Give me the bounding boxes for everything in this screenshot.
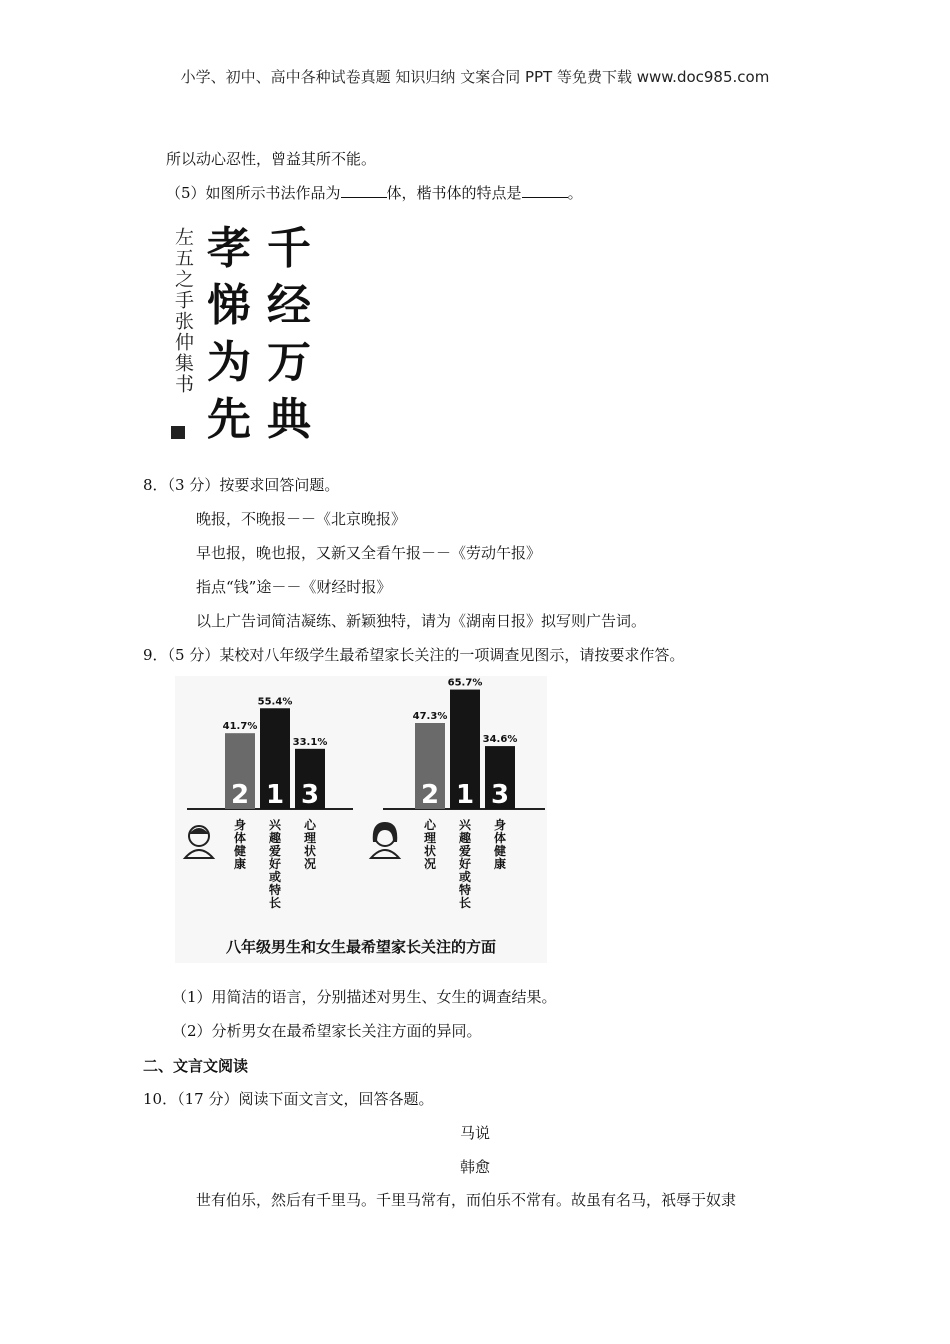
- category-label-char: 康: [233, 857, 247, 871]
- bar-value-label: 55.4%: [257, 696, 293, 708]
- category-label-char: 理: [423, 831, 437, 845]
- q8-line: 以上广告词简洁凝练、新颖独特，请为《湖南日报》拟写则广告词。: [196, 612, 647, 630]
- category-label-char: 况: [423, 857, 437, 871]
- bar-value-label: 65.7%: [447, 677, 483, 689]
- answer-blank: [341, 183, 387, 198]
- bar-value-label: 33.1%: [292, 736, 328, 748]
- calligraphy-char: 万: [267, 337, 311, 388]
- calligraphy-char: 典: [267, 394, 311, 445]
- calligraphy-char: 悌: [207, 280, 251, 331]
- category-label-char: 兴: [268, 818, 282, 832]
- q9-sub2: （2）分析男女在最希望家长关注方面的异同。: [172, 1022, 482, 1040]
- page-header: 小学、初中、高中各种试卷真题 知识归纳 文案合同 PPT 等免费下载 www.doc985.com: [180, 68, 770, 86]
- answer-blank: [522, 183, 568, 198]
- category-label-char: 体: [233, 831, 247, 845]
- calligraphy-char: 经: [267, 280, 311, 331]
- category-label-char: 体: [493, 831, 507, 845]
- chart-background: [175, 676, 547, 963]
- category-label-char: 特: [458, 883, 472, 897]
- category-label-char: 理: [303, 831, 317, 845]
- bar-value-label: 34.6%: [482, 734, 518, 746]
- category-label-char: 身: [233, 818, 247, 832]
- category-label-char: 或: [458, 870, 472, 884]
- calligraphy-char: 先: [207, 394, 251, 445]
- essay-author: 韩愈: [459, 1158, 490, 1176]
- q8-line: 晚报，不晚报－－《北京晚报》: [196, 510, 407, 528]
- category-label-char: 趣: [268, 831, 282, 845]
- category-label-char: 长: [268, 896, 282, 910]
- category-label-char: 长: [458, 896, 472, 910]
- q8-line: 早也报，晚也报，又新又全看午报－－《劳动午报》: [196, 544, 542, 562]
- bar-rank-label: 3: [490, 780, 510, 810]
- q7-sub5: [166, 183, 583, 203]
- calligraphy-char: 孝: [207, 223, 251, 274]
- q9-title: 9．（5 分）某校对八年级学生最希望家长关注的一项调查见图示，请按要求作答。: [143, 646, 685, 664]
- category-label-char: 爱: [268, 844, 282, 858]
- section-title: 二、文言文阅读: [143, 1057, 249, 1075]
- chart-title: 八年级男生和女生最希望家长关注的方面: [225, 938, 497, 956]
- category-label-char: 好: [458, 857, 472, 871]
- bar-rank-label: 2: [420, 780, 440, 810]
- q7-sub5-text-a: （5）如图所示书法作品为: [166, 184, 341, 202]
- essay-title: 马说: [459, 1124, 490, 1142]
- bar-rank-label: 1: [455, 780, 475, 810]
- seal-stamp: [171, 426, 185, 439]
- category-label-char: 兴: [458, 818, 472, 832]
- calligraphy-image: [165, 215, 325, 445]
- essay-line: 世有伯乐，然后有千里马。千里马常有，而伯乐不常有。故虽有名马，祇辱于奴隶: [196, 1191, 737, 1209]
- category-label-char: 状: [303, 844, 317, 858]
- q7-sub5-text-b: 体，楷书体的特点是: [386, 184, 522, 202]
- bar-rank-label: 3: [300, 780, 320, 810]
- q8-title: 8．（3 分）按要求回答问题。: [143, 476, 340, 494]
- q7-sub5-text-c: 。: [567, 184, 583, 202]
- calligraphy-char: 千: [267, 223, 311, 274]
- category-label-char: 或: [268, 870, 282, 884]
- category-label-char: 趣: [458, 831, 472, 845]
- bar-rank-label: 2: [230, 780, 250, 810]
- calligraphy-signature: 左五之手张仲集书: [172, 227, 194, 395]
- category-label-char: 心: [423, 818, 437, 832]
- bar-value-label: 47.3%: [412, 711, 448, 722]
- category-label-char: 身: [493, 818, 507, 832]
- category-label-char: 特: [268, 883, 282, 897]
- category-label-char: 健: [233, 844, 247, 858]
- bar-value-label: 41.7%: [222, 721, 258, 733]
- q8-line: 指点“钱”途－－《财经时报》: [196, 578, 392, 596]
- bar-rank-label: 1: [265, 780, 285, 810]
- q9-sub1: （1）用简洁的语言，分别描述对男生、女生的调查结果。: [172, 988, 557, 1006]
- q10-title: 10．（17 分）阅读下面文言文，回答各题。: [143, 1090, 434, 1108]
- category-label-char: 健: [493, 844, 507, 858]
- category-label-char: 况: [303, 857, 317, 871]
- survey-chart: [175, 676, 547, 963]
- category-label-char: 爱: [458, 844, 472, 858]
- category-label-char: 好: [268, 857, 282, 871]
- q7-text-line: 所以动心忍性，曾益其所不能。: [166, 150, 377, 168]
- category-label-char: 心: [303, 818, 317, 832]
- category-label-char: 康: [493, 857, 507, 871]
- calligraphy-char: 为: [207, 337, 251, 388]
- category-label-char: 状: [423, 844, 437, 858]
